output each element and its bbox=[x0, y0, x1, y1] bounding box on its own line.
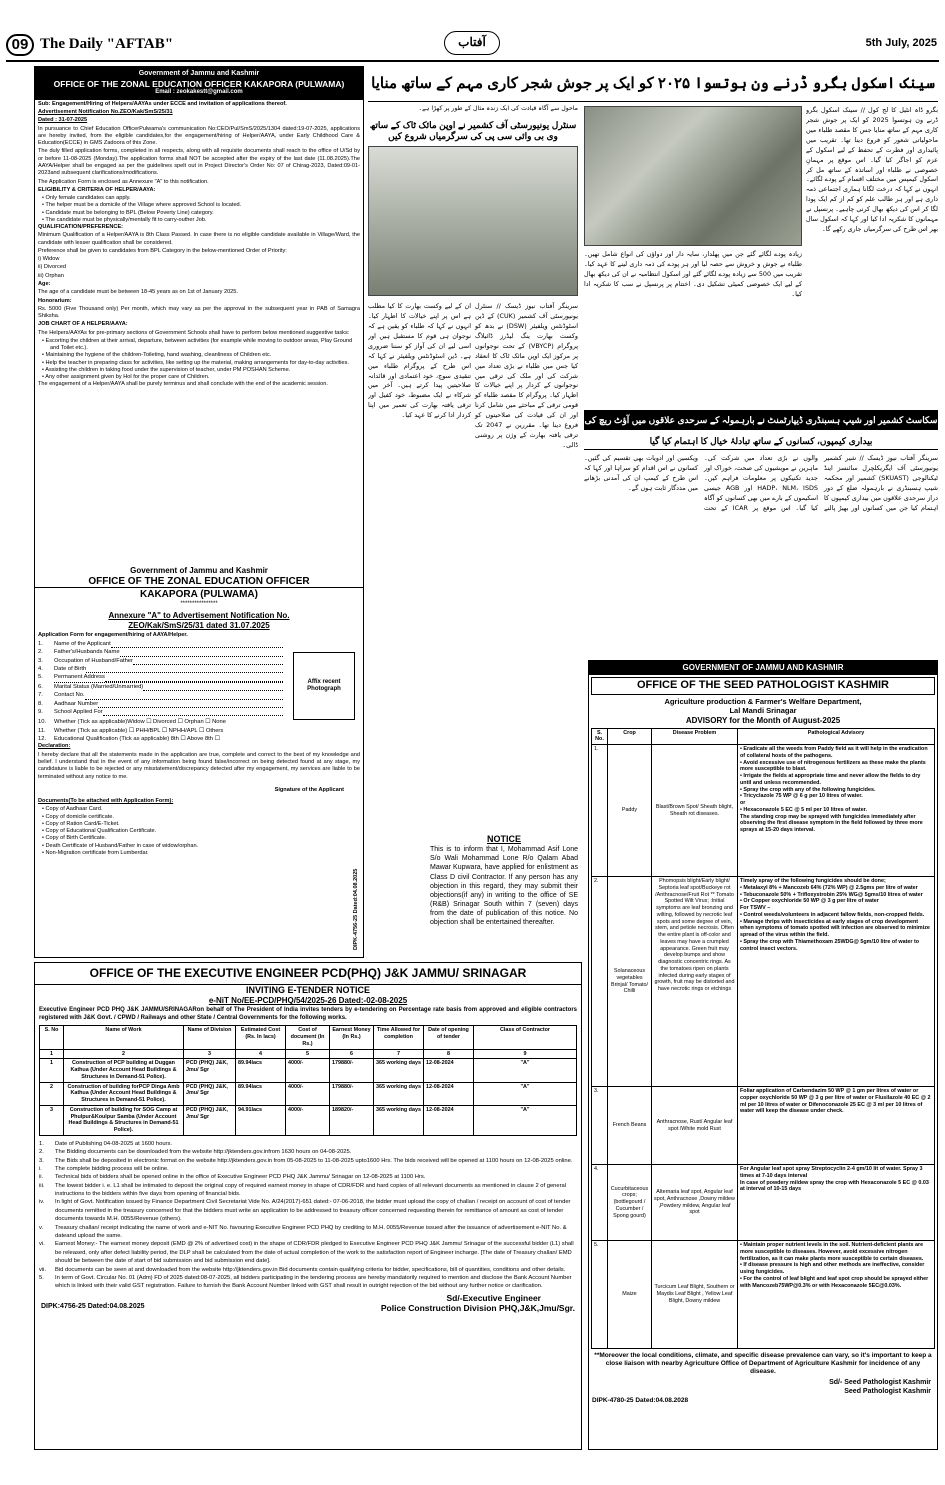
zeo-email: Email : zeokakestt@gmail.com bbox=[155, 89, 243, 96]
notice-title: NOTICE bbox=[486, 834, 521, 844]
list-item: • Maintaining the hygiene of the children-Toileting, hand washing, cleanliness of Children etc. bbox=[38, 352, 360, 359]
annexure-office-place: KAKAPORA (PULWAMA) bbox=[140, 588, 258, 600]
column-number-row: 1 2 3 4 5 6 7 8 9 bbox=[40, 1049, 577, 1059]
column-header: Date of opening of tender bbox=[424, 1026, 474, 1049]
job-chart-heading: JOB CHART OF A HELPER/AAYA: bbox=[38, 321, 128, 328]
form-field-status[interactable]: 10. Whether (Tick as applicable)Widow ☐ Divorced ☐ Orphan ☐ None bbox=[38, 719, 226, 726]
plantation-photo bbox=[584, 106, 802, 246]
table-row: 3 Construction of building for SOG Camp at Phulpur&Koulpur Samba (Under Account Head Buildings & Structures in Demand-51 Police). PCD (PHQ) J&K, Jmu/ Sgr 94.91lacs 4000/- 189820/- 365 working days 12-08-2024 "A" bbox=[40, 1105, 577, 1135]
newspaper-logo: آفتاب bbox=[444, 31, 500, 55]
table-row: 2. Solanaceous vegetables Brinjal/ Tomato/ Chilli Phomopsis blight/Early blight/ Septoria leaf spot/Buckeye rot /Anthracnose/Fruit Rot ** Tomato Spotted Wilt Virus; :Initial symptoms are leaf bronzing and wilting, followed by necrotic leaf spots and some degree of vein, stem, and petiole necrosis. Often the entire plant is off-color and leaves may have a crumpled appearance. Green fruit may develop bumps and show diagnostic concentric rings. As the tomatoes ripen on plants infected during early stages of growth, fruit may be distorted and have necrotic rings or etchings Timely spray of the following fungicides should be done; • Metalaxyl 8% + Mancozeb 64% (72% WP) @ 2.5gms per litre of water • Tebuconazole 50% + Trifloxystrobin 25% WG@ 5gms/10 litres of water • Or Copper oxychloride 50 WP @ 3 g per litre of water For TSWV – • Control weeds/volunteers in adjacent fallow fields, non-cropped fields. • Manage thrips with insecticides at early stages of crop development when symptoms of tomato spotted wilt infection are observed to minimize spread of the virus within the field. • Spray the crop with Thiamethoxam 25WDG@ 5gm/10 litre of water to control insect vectors. bbox=[592, 877, 935, 1087]
column-header: Crop bbox=[608, 728, 652, 745]
annexure-form bbox=[34, 560, 364, 958]
condition-item: vi. Earnest Money:- The earnest money deposit (EMD @ 2% of advertised cost) in the shape of CDR/FDR pledged to Executive Engineer PCD PHQ J&K Jammu/ Srinagar of the successful bidder (L1) shall be released, only after defect liability period, the DLP shall be calculated from the date of actual completion of the work to the satisfaction report of Engineer incharge. [The date of Treasury challan/ EMD should be between the date of start of bid submission and bid submission end date]. bbox=[39, 1241, 574, 1265]
job-intro: The Helpers/AAYAs for pre-primary sections of Government Schools shall have to perform below mentioned suggestive tasks: bbox=[38, 329, 350, 336]
list-item: • Copy of domicile certificate. bbox=[38, 814, 360, 821]
form-field-contact[interactable]: 7. Contact No. bbox=[38, 691, 283, 699]
condition-item: iv. In light of Govt. Notification issued by Finance Department Civil Secretariat Vide No. A/24(2017)-651 dated:- 07-06-2018, the bidder must upload the copy of challan / receipt on account of cost of tender documents remitted in the treasury concerned for that the bidders must write an application to be addressed to treasury officer concerned requesting therein for remittance of amount as cost of tender documents towards M.H. 0055/Revenue (others). bbox=[39, 1199, 571, 1223]
condition-item: 5. In term of Govt. Circular No. 01 (Adm) FD of 2025 dated:08-07-2025, all bidders participating in the tendering process are hereby mandatorily required to mention and disclose the Bank Account Number which is linked with their valid GST registration. Failure to furnish the Bank Account Number linked with GST shall result in outright rejection of the bid without any further notice or clarification. bbox=[39, 1275, 572, 1290]
age-text: The age of a candidate must be between 18-45 years as on 1st of January 2025. bbox=[38, 289, 238, 296]
condition-item: 1. Date of Publishing 04-08-2025 at 1600 hours. bbox=[39, 1140, 172, 1147]
table-row: 3. French Beans Anthracnose, Rust/ Angular leaf spot /White mold Rust Foliar application of Carbendazim 50 WP @ 1 gm per litres of water or copper oxychloride 50 WP @ 3 g per litre of water or Flusilazole 40 EC @ 2 ml per 10 litres of water or Difenoconazole 25 EC @ 3 ml per 10 litres of water will keep the disease under check. bbox=[592, 1087, 935, 1165]
list-item: • Death Certificate of Husband/Father in case of widow/orphan. bbox=[38, 843, 360, 850]
column-header: Name of Division bbox=[184, 1026, 236, 1049]
photo-placeholder: Affix recent Photograph bbox=[293, 652, 355, 720]
tender-office: OFFICE OF THE EXECUTIVE ENGINEER PCD(PHQ) J&K JAMMU/ SRINAGAR bbox=[35, 963, 581, 985]
list-item: • Escorting the children at their arrival, departure, between activities (for example while moving to outdoor areas, Play Ground and Toilet etc.). bbox=[38, 338, 360, 353]
zeo-para: In pursuance to Chief Education OfficerPulwama's communication No:CEO/Pul/SmS/2025/1304 dated:19-07-2025, applications are hereby invited, from the eligible candidates,for the engagement/hiring of Helper/AAYA, under Early Childhood Care & Education(ECCE) in GMS Zadoora of this Zone. bbox=[38, 125, 360, 147]
form-field-category[interactable]: 11. Whether (Tick as applicable) ☐ PHH/BPL ☐ NPHH/APL ☐ Others bbox=[38, 727, 224, 734]
zeo-office: OFFICE OF THE ZONAL EDUCATION OFFICER KAKAPORA (PULWAMA) bbox=[53, 78, 345, 89]
tender-intro: Executive Engineer PCD PHQ J&K JAMMU/SRINAGARon behalf of The President of India invites tenders by e-tendering on Percentage rate basis from approved and eligible contractors registered with J&K Govt. / CPWD / Railways and other State / Central Governments for the following works. bbox=[39, 1007, 577, 1021]
column-header: Name of Work bbox=[64, 1026, 184, 1049]
form-fields bbox=[38, 640, 283, 717]
honorarium-text: Rs. 5000 (Five Thousand only) Per month, which may vary as per the approval in the subsequent year in PAB of Samagra Shiksha. bbox=[38, 305, 360, 320]
priority-item: iii) Orphan bbox=[38, 272, 64, 279]
list-item: • The helper must be a domicile of the Village where approved School is located. bbox=[38, 202, 360, 209]
zeo-dated: Dated : 31-07-2025 bbox=[38, 117, 88, 124]
list-item: • Any other assignment given by Hol for the proper care of Children. bbox=[38, 374, 360, 381]
job-list bbox=[38, 338, 360, 382]
eligibility-heading: ELIGIBILITY & CRITERIA OF HELPER/AAYA: bbox=[38, 186, 156, 193]
form-field-address[interactable]: 5. Permanent Address bbox=[38, 673, 283, 681]
list-item: • Assisting the children in taking food under the supervision of teacher, under PM POSHAN Scheme. bbox=[38, 367, 360, 374]
form-field-aadhaar[interactable]: 8. Aadhaar Number bbox=[38, 700, 283, 708]
zeo-notice bbox=[34, 66, 364, 588]
condition-item: i. The complete bidding process will be online. bbox=[39, 1165, 169, 1172]
seed-place: Lal Mandi Srinagar bbox=[729, 706, 797, 716]
cuk-lead: ماحول سے آگاہ قیادت کی ایک زندہ مثال کے طور پر کھڑا ہے۔ bbox=[418, 105, 578, 112]
dipk-code: DIPK-4756-25 Dated:04.08.2025 bbox=[353, 868, 359, 950]
documents-list bbox=[38, 806, 360, 857]
seed-dept: Agriculture production & Farmer's Welfare Department, bbox=[664, 696, 862, 706]
paper-name: The Daily "AFTAB" bbox=[40, 36, 174, 52]
column-header: Time Allowed for completion bbox=[374, 1026, 424, 1049]
cuk-body-col1: سرینگر آفتاب نیوز ڈیسک // سنٹرل یونیورسٹی آف کشمیر (CUK) کے ڈین اسٹوڈنٹس ویلفیئر (DSW) نے بدھ کو وکست بھارت ینگ لیڈرز ڈائیلاگ پروگرام (VBYCP) کے تحت نوجوانوں پر مرکوز ایک اوپن مائک ٹاک کا انعقاد کیا جس میں طلباء نے بڑی تعداد میں شرکت کی اور ملک کی ترقی میں نوجوانوں کے کردار پر اپنے خیالات کا اظہار کیا۔ پروگرام کا مقصد طلباء کو قومی ترقی کے مباحثے میں شامل کرنا اور ان کی قیادت کی صلاحیتوں کو فروغ دینا تھا۔ مقررین نے 2047 تک ترقی یافتہ بھارت کے وژن پر روشنی ڈالی۔ bbox=[475, 302, 578, 450]
school-article-body: بگرو ڈاہ انٹیل کا لج کول // سینک اسکول بگرو ڈرنے ون ہوتسوا 2025 کو ایک پر جوش شجر کاری مہم کے ساتھ منایا جس کا مقصد طلباء میں ماحولیاتی شعور کو فروغ دینا تھا۔ تقریب میں پائیداری اور فطرت کے تحفظ کے لیے اسکول کے عزم کو اجاگر کیا گیا۔ اس موقع پر مہمانِ خصوصی نے طلباء اور اساتذہ کے ساتھ مل کر اسکول کیمپس میں مختلف اقسام کے پودے لگائے۔ انہوں نے کہا کہ درخت لگانا ہماری اجتماعی ذمہ داری ہے اور ہر طالب علم کو کم از کم ایک پودا لگا کر اس کی دیکھ بھال کرنی چاہیے۔ پرنسپل نے مہمانوں کا شکریہ ادا کیا اور کہا کہ اسکول سال بھر اس طرح کی سرگرمیاں جاری رکھے گا۔ bbox=[806, 106, 938, 234]
condition-item: iii. The lowest bidder i. e. L1 shall be intimated to deposit the original copy of required earnest money in shape of CDR/FDR and hard copies of all relevant documents as mentioned in clause 2 of general instructions to the bidders within five days from opening of financial bids. bbox=[39, 1182, 567, 1198]
condition-item: v. Treasury challan/ receipt indicating the name of work and e-NIT No. favouring Executive Engineer PCD PHQ by crediting to M.H. 0055/Revenue issued after the issuance of advertisement e-NIT No. & dateand upload the same. bbox=[39, 1224, 567, 1240]
list-item: • The candidate must be physically/mentally fit to carry-outher Job. bbox=[38, 217, 360, 224]
seed-office: OFFICE OF THE SEED PATHOLOGIST KASHMIR bbox=[591, 677, 935, 695]
declaration-text: I hereby declare that all the statements made in the application are true, complete and correct to the best of my knowledge and belief. I understand that in the event of any information being found false/incorrect on being detected found at any stage, my candidature is liable to be rejected or any misstatement/discrepancy detected after my engagement, my services are liable to be terminated without any notice to me. bbox=[38, 751, 360, 780]
stars-divider: **************** bbox=[180, 601, 218, 607]
form-field-name[interactable]: 1. Name of the Applicant bbox=[38, 640, 283, 648]
column-header: Disease Problem bbox=[652, 728, 738, 745]
seed-pathologist-advisory bbox=[588, 660, 938, 1450]
tender-table bbox=[39, 1025, 577, 1136]
zeo-subject: Sub: Engagement/Hiring of Helpers/AAYAs under ECCE and invitation of applications thereof. bbox=[38, 100, 287, 107]
zeo-para: The Application Form is enclosed as Annexure "A" to this notification. bbox=[38, 178, 209, 185]
honorarium-heading: Honorarium: bbox=[38, 297, 72, 304]
annexure-gov: Government of Jammu and Kashmir bbox=[130, 566, 268, 575]
form-field-education[interactable]: 12. Educational Qualification (Tick as applicable) 8th ☐ Above 8th ☐ bbox=[38, 736, 220, 743]
column-header: S. No bbox=[40, 1026, 64, 1049]
form-field-occupation[interactable]: 3. Occupation of Husband/Father bbox=[38, 657, 283, 665]
tender-inviting: INVITING E-TENDER NOTICE bbox=[245, 985, 370, 995]
skuast-subheadline: بیداری کیمپوں، کسانوں کے ساتھ تبادلۂ خیال کا اہتمام کیا گیا bbox=[584, 432, 938, 450]
applicant-signature: Signature of the Applicant bbox=[274, 786, 344, 793]
school-article-body2: زیادہ پودے لگائے گئے جن میں پھلدار، سایہ دار اور دواؤں کی انواع شامل تھیں۔ طلباء نے جوش و خروش سے حصہ لیا اور ہر پودے کی ذمہ داری لینے کا عہد کیا۔ تقریب میں 500 سے زیادہ پودے لگائے گئے اور اسکول انتظامیہ نے ان کی دیکھ بھال کے لیے ایک خصوصی کمیٹی تشکیل دی۔ اختتام پر پرنسپل نے سب کا شکریہ ادا کیا۔ bbox=[584, 250, 802, 298]
urdu-banner-headline: سینک اسکول بگرو ڈرنے ون ہوتسوا ۲۰۲۵ کو ایک پر جوش شجر کاری مہم کے ساتھ منایا bbox=[368, 66, 938, 102]
seed-designation: Seed Pathologist Kashmir bbox=[844, 1388, 931, 1396]
cuk-body-col2: ان کے لیے وکست بھارت کا کیا مطلب ہے اس پر اپنے خیالات کا اظہار کیا۔ انہوں نے کہا کہ طلباء کو یقین ہے کہ نوجوان ہی قوم کا مستقبل ہیں اور اسی لیے ان کی آواز کو سننا ضروری ہے۔ ڈین اسٹوڈنٹس ویلفیئر نے کہا کہ اس طرح کے پروگرام طلباء میں تنقیدی سوچ، خود اعتمادی اور قائدانہ صلاحیتیں پیدا کرتے ہیں۔ آخر میں شرکاء نے ایک مضبوط، خود کفیل اور ترقی یافتہ بھارت کی تعمیر میں اپنا کردار ادا کرنے کا عہد کیا۔ bbox=[368, 302, 471, 420]
column-header: Cost of document (In Rs.) bbox=[286, 1026, 330, 1049]
cuk-event-photo bbox=[368, 146, 578, 296]
eligibility-list bbox=[38, 195, 360, 224]
skuast-headline: سکاسٹ کشمیر اور شیپ ہسبنڈری ڈیپارٹمنٹ نے بارہمولہ کے سرحدی علاقوں میں آؤٹ ریچ کی bbox=[584, 410, 938, 430]
column-header: Estimated Cost (Rs. In lacs) bbox=[236, 1026, 286, 1049]
zeo-para: The duly filled application forms, completed in all respects, along with all requisite documents shall reach to the office of U/Sd by or before 11-08-2025 (Monday).The application forms shall NOT be accepted after the expiry of the last date (11.08.2025).The AAYA/Helper shall be engaged as per the guidelines spelt out in Project Director's Order No: 07 of Chirag-2023, Dated:09-01-2023and subsequent clarifications/modifications. bbox=[38, 148, 360, 177]
form-field-dob[interactable]: 4. Date of Birth bbox=[38, 665, 283, 673]
list-item: • Copy of Educational Qualification Certificate. bbox=[38, 828, 360, 835]
table-row: 1 Construction of PCP building at Duggan Kathua (Under Account Head Buildings & Structures in Demand-51 Police). PCD (PHQ) J&K, Jmu/ Sgr 89.94lacs 4000/- 179880/- 365 working days 12-08-2024 "A" bbox=[40, 1059, 577, 1082]
advisory-table bbox=[591, 728, 935, 1350]
qualification-text: Minimum Qualification of a Helper/AAYA is 8th Class Passed. In case there is no eligible candidate available in Village/Ward, the candidate with lesser qualification shall be considered. bbox=[38, 232, 360, 246]
condition-item: 2. The Bidding documents can be downloaded from the website http://jktenders.gov.infrom 1630 hours on 04-08-2025. bbox=[39, 1149, 352, 1156]
zeo-adv-no: Advertisement Notification No.ZEO/Kak/SmS/25/31 bbox=[38, 109, 173, 116]
form-field-marital[interactable]: 6. Marital Status (Married/Unmarried) bbox=[38, 683, 283, 691]
column-header: Earnest Money (In Rs.) bbox=[330, 1026, 374, 1049]
column-header: S. No. bbox=[592, 728, 608, 745]
list-item: • Copy of Ration Card/E-Ticket. bbox=[38, 821, 360, 828]
annexure-ref: ZEO/Kak/SmS/25/31 dated 31.07.2025 bbox=[128, 620, 270, 630]
seed-advisory-title: ADVISORY for the Month of August-2025 bbox=[685, 715, 841, 725]
tender-division: Police Construction Division PHQ,J&K,Jmu/Sgr. bbox=[380, 1303, 575, 1314]
priority-item: i) Widow bbox=[38, 256, 60, 263]
issue-date: 5th July, 2025 bbox=[865, 37, 937, 49]
tender-conditions bbox=[35, 1138, 581, 1293]
cuk-subheadline: وی بی وائی سی پی کی سرگرمیاں شروع کیں bbox=[388, 130, 558, 141]
notice-body: This is to inform that I, Mohammad Asif Lone S/o Wali Mohammad Lone R/o Qalam Abad Mawar Kupwara, have applied for enlistment as Class D civil Contractor. If any person has any objection in this regard, they may submit their objections(if any) in writing to the office of SE (R&B) Srinagar South within 7 (seven) days from the date of publication of this notice. No objection shall be entertained thereafter. bbox=[430, 846, 578, 926]
list-item: • Copy of Birth Certificate. bbox=[38, 835, 360, 842]
list-item: • Only female candidates can apply. bbox=[38, 195, 360, 202]
form-title: Application Form for engagement/hiring of AAYA/Helper. bbox=[38, 631, 188, 638]
zeo-closing: The engagement of a Helper/AAYA shall be purely terminus and shall conclude with the end of the academic session. bbox=[38, 381, 328, 388]
skuast-article-body: سرینگر آفتاب نیوز ڈیسک // شیر کشمیر یونیورسٹی آف ایگریکلچرل سائنسز اینڈ ٹیکنالوجی (SKUAST) کشمیر اور محکمہ شیپ ہسبنڈری نے بارہمولہ ضلع کے دور دراز سرحدی علاقوں میں بیداری کیمپوں کا اہتمام کیا جن میں کسانوں اور بھیڑ پالنے والوں نے بڑی تعداد میں شرکت کی۔ ماہرین نے مویشیوں کی صحت، خوراک اور جدید تکنیکوں پر معلومات فراہم کیں۔ HADP، NLM، ISDS اور AGB جیسی اسکیموں کے بارے میں بھی کسانوں کو آگاہ کیا گیا۔ اس موقع پر ICAR کے تحت ویکسین اور ادویات بھی تقسیم کی گئیں۔ کسانوں نے اس اقدام کو سراہا اور کہا کہ اس طرح کے کیمپ ان کی آمدنی بڑھانے میں مددگار ثابت ہوں گے۔ bbox=[584, 454, 938, 512]
age-heading: Age: bbox=[38, 280, 51, 287]
seed-signature: Sd/- Seed Pathologist Kashmir bbox=[829, 1379, 931, 1387]
seed-footer-note: **Moreover the local conditions, climate, and specific disease prevalence can vary, so it's important to keep a close liaison with nearby Agriculture Office of Department of Agriculture Kashmir for incidence of any disease. bbox=[594, 1352, 932, 1376]
priority-item: ii) Divorced bbox=[38, 264, 66, 271]
list-item: • Copy of Aadhaar Card. bbox=[38, 806, 360, 813]
table-row: 1. Paddy Blast/Brown Spot/ Sheath blight, Sheath rot diseases. • Eradicate all the weeds from Paddy field as it will help in the eradication of collateral hosts of the pathogens. • Avoid excessive use of nitrogenous fertilizers as these make the plants more susceptible to blast. • Irrigate the fields at appropriate time and never allow the fields to dry until and unless recommended. • Spray the crop with any of the following fungicides. • Tricyclazole 75 WP @ 6 g per 10 litres of water. or • Hexaconazole 5 EC @ 5 ml per 10 litres of water. The standing crop may be sprayed with fungicides immediately after observing the first disease symptom in the field followed by three more sprays at 15-20 days interval. bbox=[592, 745, 935, 877]
page-number: 09 bbox=[6, 34, 34, 56]
declaration-heading: Declaration: bbox=[38, 743, 71, 750]
tender-nit: e-NiT No/EE-PCD/PHQ/54/2025-26 Dated:-02-08-2025 bbox=[208, 996, 408, 1006]
column-header: Pathological Advisory bbox=[738, 728, 935, 745]
annexure-office: OFFICE OF THE ZONAL EDUCATION OFFICER bbox=[88, 576, 310, 587]
table-row: 2 Construction of building forPCP Dinga Amb Kathua (Under Account Head Buildings & Structures in Demand-51 Police). PCD (PHQ) J&K, Jmu/ Sgr 89.94lacs 4000/- 179880/- 365 working days 12-08-2024 "A" bbox=[40, 1082, 577, 1105]
contractor-notice bbox=[428, 832, 580, 957]
cuk-headline: سنٹرل یونیورسٹی آف کشمیر نے اوپن مائک ٹاک کے ساتھ bbox=[369, 119, 577, 130]
condition-item: vii. Bid documents can be seen at and downloaded from the website http://jktenders.gov.in Bid documents contain qualifying criteria for bidder, specifications, bill of quantities, conditions and other details. bbox=[39, 1266, 566, 1273]
table-row: 4. Cucurbitaceous crops; (bottlegourd / Cucumber / Spong gourd) Alternaria leaf spot, Angular leaf spot, Anthracnose ,Downy mildew ,Powdery mildew, Angular leaf spot For Angular leaf spot spray Streptocyclin 2-4 gm/10 lit of water. Spray 3 times at 7-10 days interval In case of powdery mildew spray the crop with Hexaconazole 5 EC @ 0.03 at interval of 10-15 days bbox=[592, 1165, 935, 1241]
annexure-title: Annexure "A" to Advertisement Notification No. bbox=[108, 610, 290, 620]
tender-dipk: DIPK:4756-25 Dated:04.08.2025 bbox=[41, 1303, 145, 1311]
column-header: Class of Contractor bbox=[474, 1026, 577, 1049]
qualification-heading: QUALIFICATION/PREFERENCE: bbox=[38, 224, 124, 231]
zeo-header bbox=[35, 67, 363, 100]
list-item: • Help the teacher in preparing class for activities, like setting up the material, making arrangements for day-to-day activities. bbox=[38, 360, 360, 367]
form-field-father[interactable]: 2. Father's/Husbands Name bbox=[38, 648, 283, 656]
tender-signature: Sd/-Executive Engineer bbox=[446, 1292, 541, 1303]
documents-heading: Documents(To be attached with Application Form): bbox=[38, 798, 174, 805]
table-row: 5. Maize Turcicum Leaf Blight, Southern or Maydis Leaf Blight , Yellow Leaf Blight, Downy mildew • Maintain proper nutrient levels in the soil. Nutrient-deficient plants are more susceptible to diseases. However, avoid excessive nitrogen fertilization, as it can make plants more susceptible to certain diseases. • If disease pressure is high and other methods are ineffective, consider using fungicides. • For the control of leaf blight and leaf spot crop should be sprayed either with Mancozeb75WP@0.3% or with Hexaconazole 5EC@0.03%. bbox=[592, 1241, 935, 1349]
form-field-school[interactable]: 9. School Applied For bbox=[38, 708, 283, 716]
list-item: • Candidate must be belonging to BPL (Below Poverty Line) category. bbox=[38, 210, 360, 217]
seed-gov: GOVERNMENT OF JAMMU AND KASHMIR bbox=[682, 663, 844, 672]
zeo-gov: Government of Jammu and Kashmir bbox=[138, 70, 260, 77]
seed-dipk: DIPK-4780-25 Dated:04.08.2028 bbox=[592, 1396, 689, 1404]
preference-text: Preference shall be given to candidates from BPL Category in the below-mentioned Order of Priority: bbox=[38, 247, 287, 254]
list-item: • Non-Migration certificate from Lumberdar. bbox=[38, 850, 360, 857]
e-tender-notice bbox=[34, 962, 582, 1450]
condition-item: ii. Technical bids of bidders shall be opened online in the office of Executive Engineer PCD PHQ J&K Jammu/ Srinagar on 12-08-2025 at 1100 Hrs. bbox=[39, 1174, 426, 1181]
condition-item: 3. The Bids shall be deposited in electronic format on the website http://jktenders.gov.in from 05-08-2025 to 11-08-2025 upto1600 Hrs. The bids received will be opened at 1100 hours on 12-08-2025 online. bbox=[39, 1157, 573, 1164]
cuk-article bbox=[368, 104, 578, 652]
